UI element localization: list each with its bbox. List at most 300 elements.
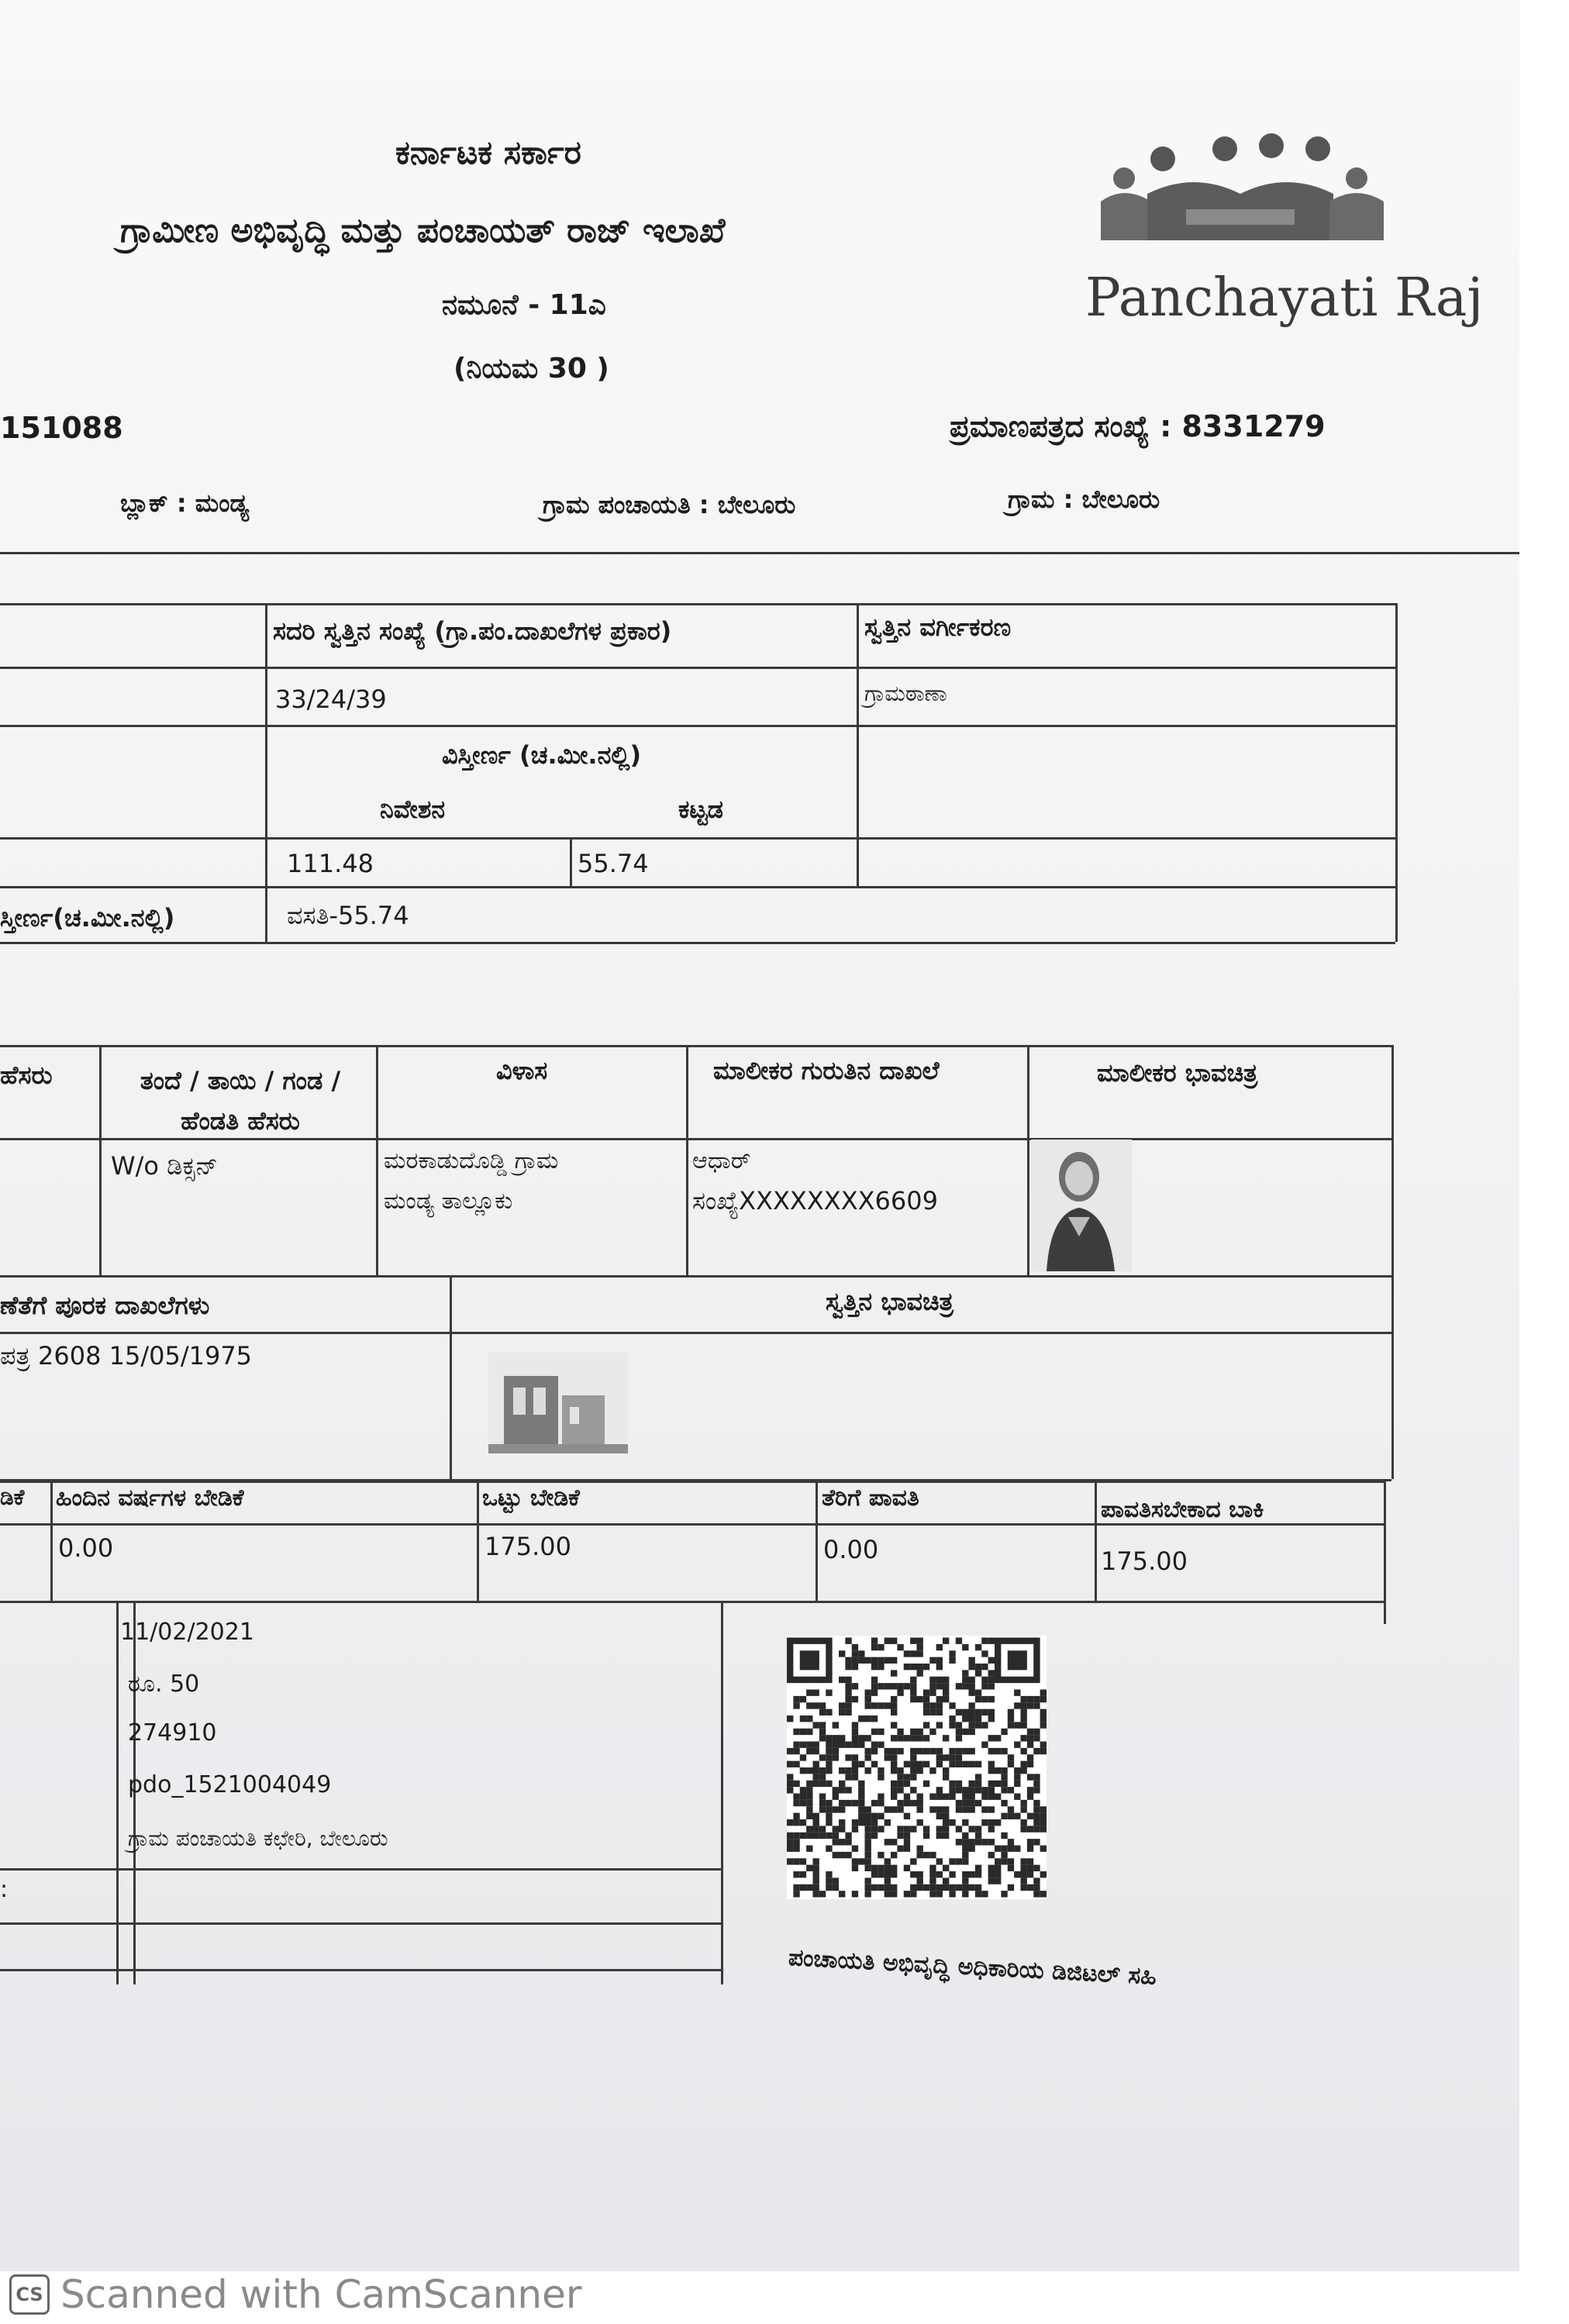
row-line <box>0 837 1395 840</box>
qr-module <box>975 1839 981 1845</box>
qr-module <box>981 1638 988 1644</box>
qr-module <box>1001 1748 1007 1754</box>
qr-module <box>936 1833 943 1839</box>
qr-module <box>943 1826 949 1832</box>
qr-module <box>839 1735 845 1741</box>
qr-module <box>878 1865 884 1871</box>
qr-module <box>981 1722 988 1728</box>
qr-module <box>1027 1774 1033 1780</box>
qr-module <box>800 1833 806 1839</box>
qr-module <box>995 1858 1001 1864</box>
qr-module <box>806 1742 812 1748</box>
qr-module <box>858 1819 864 1826</box>
qr-module <box>943 1813 949 1819</box>
qr-module <box>845 1767 851 1774</box>
qr-module <box>929 1657 936 1664</box>
qr-module <box>839 1800 845 1806</box>
qr-module <box>813 1858 819 1864</box>
qr-module <box>891 1670 897 1676</box>
qr-module <box>885 1657 891 1664</box>
qr-module <box>910 1696 916 1702</box>
qr-module <box>923 1852 929 1858</box>
qr-module <box>897 1767 903 1774</box>
qr-module <box>1027 1865 1033 1871</box>
qr-module <box>852 1650 858 1657</box>
qr-module <box>988 1735 995 1741</box>
qr-module <box>962 1858 968 1864</box>
qr-module <box>819 1709 826 1715</box>
qr-module <box>793 1819 799 1826</box>
qr-module <box>806 1846 812 1852</box>
qr-module <box>1021 1696 1027 1702</box>
qr-module <box>826 1833 832 1839</box>
qr-module <box>819 1702 826 1709</box>
qr-module <box>995 1819 1001 1826</box>
owner-photo-header: ಮಾಲೀಕರ ಭಾವಚಿತ್ರ <box>1097 1058 1258 1088</box>
qr-module <box>793 1794 799 1800</box>
qr-module <box>1008 1846 1014 1852</box>
qr-module <box>929 1865 936 1871</box>
qr-module <box>891 1767 897 1774</box>
qr-module <box>956 1800 962 1806</box>
qr-module <box>891 1865 897 1871</box>
qr-module <box>969 1709 975 1715</box>
qr-module <box>1040 1891 1047 1897</box>
qr-module <box>813 1690 819 1696</box>
qr-module <box>962 1715 968 1722</box>
qr-module <box>897 1644 903 1650</box>
qr-module <box>852 1865 858 1871</box>
qr-module <box>917 1800 923 1806</box>
qr-module <box>956 1781 962 1787</box>
qr-module <box>1033 1877 1040 1884</box>
qr-module <box>949 1650 955 1657</box>
qr-module <box>904 1839 910 1845</box>
qr-module <box>793 1813 799 1819</box>
qr-module <box>975 1709 981 1715</box>
qr-module <box>917 1696 923 1702</box>
qr-module <box>1040 1826 1047 1832</box>
qr-module <box>885 1839 891 1845</box>
qr-module <box>800 1767 806 1774</box>
qr-module <box>1014 1813 1020 1819</box>
qr-module <box>897 1774 903 1780</box>
issuing-office: ಗ್ರಾಮ ಪಂಚಾಯತಿ ಕಛೇರಿ, ಬೇಲೂರು <box>128 1826 388 1851</box>
qr-module <box>787 1748 793 1754</box>
qr-module <box>981 1839 988 1845</box>
qr-module <box>988 1806 995 1812</box>
qr-module <box>833 1742 839 1748</box>
qr-module <box>845 1709 851 1715</box>
qr-module <box>852 1664 858 1670</box>
qr-module <box>956 1806 962 1812</box>
qr-module <box>969 1839 975 1845</box>
qr-module <box>910 1871 916 1877</box>
qr-module <box>969 1806 975 1812</box>
qr-module <box>793 1858 799 1864</box>
qr-module <box>988 1877 995 1884</box>
qr-module <box>865 1813 871 1819</box>
col-line <box>376 1045 378 1275</box>
qr-module <box>981 1742 988 1748</box>
qr-module <box>865 1858 871 1864</box>
qr-module <box>865 1702 871 1709</box>
qr-module <box>923 1690 929 1696</box>
qr-module <box>949 1761 955 1767</box>
col-line <box>1391 1275 1394 1479</box>
qr-module <box>988 1839 995 1845</box>
qr-module <box>813 1884 819 1891</box>
qr-module <box>943 1683 949 1689</box>
qr-module <box>891 1748 897 1754</box>
qr-module <box>1040 1871 1047 1877</box>
qr-module <box>813 1774 819 1780</box>
qr-module <box>871 1644 878 1650</box>
address-line-1: ಮರಕಾಡುದೊಡ್ಡಿ ಗ್ರಾಮ <box>384 1147 559 1174</box>
qr-module <box>826 1819 832 1826</box>
qr-module <box>865 1852 871 1858</box>
page-margin <box>1519 0 1569 2271</box>
qr-module <box>910 1884 916 1891</box>
qr-module <box>956 1826 962 1832</box>
qr-module <box>1021 1826 1027 1832</box>
qr-module <box>1027 1735 1033 1741</box>
gram-panchayat-name: ಗ್ರಾಮ ಪಂಚಾಯತಿ : ಬೇಲೂರು <box>543 490 796 519</box>
qr-module <box>988 1696 995 1702</box>
qr-module <box>865 1819 871 1826</box>
qr-module <box>975 1715 981 1722</box>
qr-module <box>852 1735 858 1741</box>
qr-module <box>891 1891 897 1897</box>
qr-module <box>813 1748 819 1754</box>
qr-module <box>936 1884 943 1891</box>
qr-module <box>936 1794 943 1800</box>
qr-module <box>839 1702 845 1709</box>
qr-finder <box>1008 1650 1027 1670</box>
qr-module <box>1008 1806 1014 1812</box>
qr-module <box>923 1781 929 1787</box>
qr-module <box>865 1826 871 1832</box>
qr-module <box>936 1754 943 1760</box>
qr-module <box>858 1787 864 1793</box>
qr-module <box>1021 1884 1027 1891</box>
qr-module <box>1033 1884 1040 1891</box>
block-name: ಬ್ಲಾಕ್ : ಮಂಡ್ಯ <box>120 488 250 518</box>
qr-module <box>878 1794 884 1800</box>
qr-module <box>1027 1794 1033 1800</box>
qr-module <box>956 1754 962 1760</box>
qr-module <box>904 1800 910 1806</box>
qr-module <box>910 1774 916 1780</box>
qr-module <box>943 1865 949 1871</box>
qr-module <box>793 1891 799 1897</box>
qr-module <box>1021 1702 1027 1709</box>
qr-module <box>858 1715 864 1722</box>
qr-module <box>949 1781 955 1787</box>
qr-module <box>897 1833 903 1839</box>
qr-module <box>891 1657 897 1664</box>
qr-module <box>813 1871 819 1877</box>
camscanner-text: Scanned with CamScanner <box>60 2272 582 2317</box>
qr-module <box>845 1638 851 1644</box>
qr-module <box>897 1826 903 1832</box>
qr-module <box>833 1748 839 1754</box>
qr-module <box>1033 1865 1040 1871</box>
total-demand-header: ಒಟ್ಟು ಬೇಡಿಕೆ <box>482 1484 580 1512</box>
qr-module <box>891 1709 897 1715</box>
qr-module <box>1001 1729 1007 1735</box>
qr-module <box>1021 1735 1027 1741</box>
qr-module <box>845 1742 851 1748</box>
qr-module <box>1040 1715 1047 1722</box>
qr-module <box>833 1722 839 1728</box>
qr-module <box>936 1683 943 1689</box>
qr-module <box>949 1702 955 1709</box>
col-line <box>477 1481 479 1601</box>
issue-date: 11/02/2021 <box>120 1619 254 1646</box>
qr-module <box>878 1729 884 1735</box>
qr-module <box>833 1852 839 1858</box>
qr-module <box>904 1865 910 1871</box>
qr-module <box>845 1774 851 1780</box>
qr-module <box>891 1884 897 1891</box>
qr-module <box>1008 1761 1014 1767</box>
qr-module <box>962 1748 968 1754</box>
qr-module <box>800 1729 806 1735</box>
qr-module <box>962 1800 968 1806</box>
qr-module <box>891 1761 897 1767</box>
qr-module <box>981 1696 988 1702</box>
qr-module <box>910 1800 916 1806</box>
qr-module <box>833 1884 839 1891</box>
qr-module <box>975 1865 981 1871</box>
qr-module <box>852 1846 858 1852</box>
qr-module <box>904 1761 910 1767</box>
col-line <box>50 1481 53 1601</box>
qr-module <box>897 1690 903 1696</box>
village-name: ಗ್ರಾಮ : ಬೇಲೂರು <box>1008 484 1160 514</box>
qr-module <box>852 1754 858 1760</box>
qr-module <box>833 1877 839 1884</box>
qr-module <box>956 1683 962 1689</box>
qr-module <box>904 1683 910 1689</box>
qr-module <box>1021 1877 1027 1884</box>
qr-module <box>975 1722 981 1728</box>
qr-module <box>819 1754 826 1760</box>
qr-module <box>904 1650 910 1657</box>
qr-module <box>833 1826 839 1832</box>
previous-demand-header: ಹಿಂದಿನ ವರ್ಷಗಳ ಬೇಡಿಕೆ <box>56 1484 244 1512</box>
qr-module <box>988 1865 995 1871</box>
qr-module <box>1027 1742 1033 1748</box>
qr-module <box>852 1644 858 1650</box>
qr-module <box>1001 1891 1007 1897</box>
qr-module <box>1021 1709 1027 1715</box>
qr-module <box>975 1690 981 1696</box>
qr-module <box>949 1819 955 1826</box>
qr-module <box>962 1884 968 1891</box>
qr-module <box>858 1735 864 1741</box>
qr-module <box>949 1858 955 1864</box>
qr-module <box>1040 1806 1047 1812</box>
qr-module <box>871 1819 878 1826</box>
qr-module <box>962 1670 968 1676</box>
qr-module <box>852 1826 858 1832</box>
qr-module <box>975 1833 981 1839</box>
qr-module <box>800 1787 806 1793</box>
qr-module <box>956 1884 962 1891</box>
qr-module <box>813 1813 819 1819</box>
qr-module <box>956 1638 962 1644</box>
qr-module <box>865 1715 871 1722</box>
qr-module <box>1014 1846 1020 1852</box>
row-line <box>0 1969 721 1971</box>
qr-module <box>969 1748 975 1754</box>
qr-module <box>929 1748 936 1754</box>
qr-module <box>819 1735 826 1741</box>
qr-module <box>839 1709 845 1715</box>
qr-module <box>929 1702 936 1709</box>
row-line <box>0 1523 1384 1526</box>
qr-module <box>826 1871 832 1877</box>
qr-module <box>910 1787 916 1793</box>
qr-module <box>813 1702 819 1709</box>
qr-module <box>917 1729 923 1735</box>
qr-module <box>1001 1774 1007 1780</box>
owner-photo <box>1031 1140 1132 1271</box>
tax-paid-header: ತೆರಿಗೆ ಪಾವತಿ <box>822 1484 919 1512</box>
qr-module <box>871 1884 878 1891</box>
qr-module <box>943 1877 949 1884</box>
qr-module <box>826 1754 832 1760</box>
qr-module <box>878 1826 884 1832</box>
qr-module <box>923 1833 929 1839</box>
qr-module <box>871 1742 878 1748</box>
qr-module <box>904 1846 910 1852</box>
qr-module <box>969 1781 975 1787</box>
qr-module <box>943 1638 949 1644</box>
qr-module <box>865 1748 871 1754</box>
qr-module <box>949 1722 955 1728</box>
qr-module <box>852 1767 858 1774</box>
qr-module <box>897 1729 903 1735</box>
qr-module <box>995 1865 1001 1871</box>
qr-module <box>936 1664 943 1670</box>
qr-module <box>936 1677 943 1683</box>
qr-module <box>858 1781 864 1787</box>
qr-module <box>1027 1696 1033 1702</box>
qr-module <box>865 1839 871 1845</box>
qr-module <box>793 1748 799 1754</box>
qr-module <box>839 1787 845 1793</box>
qr-module <box>936 1813 943 1819</box>
qr-code <box>787 1636 1047 1899</box>
qr-module <box>878 1767 884 1774</box>
qr-module <box>1033 1696 1040 1702</box>
qr-module <box>806 1794 812 1800</box>
qr-module <box>949 1884 955 1891</box>
qr-module <box>969 1794 975 1800</box>
qr-module <box>885 1884 891 1891</box>
qr-module <box>1027 1702 1033 1709</box>
qr-module <box>787 1833 793 1839</box>
qr-module <box>1033 1806 1040 1812</box>
row-line <box>0 1481 1384 1483</box>
col-line <box>1391 1045 1394 1275</box>
qr-module <box>878 1664 884 1670</box>
qr-module <box>995 1794 1001 1800</box>
qr-module <box>923 1702 929 1709</box>
qr-module <box>813 1742 819 1748</box>
qr-module <box>910 1748 916 1754</box>
qr-module <box>988 1767 995 1774</box>
qr-module <box>787 1761 793 1767</box>
qr-module <box>845 1690 851 1696</box>
qr-module <box>917 1852 923 1858</box>
balance-value: 175.00 <box>1101 1546 1188 1576</box>
qr-module <box>917 1877 923 1884</box>
qr-module <box>917 1638 923 1644</box>
qr-module <box>975 1826 981 1832</box>
qr-module <box>878 1800 884 1806</box>
qr-module <box>793 1696 799 1702</box>
qr-module <box>975 1871 981 1877</box>
qr-module <box>852 1657 858 1664</box>
qr-module <box>1014 1774 1020 1780</box>
qr-module <box>904 1774 910 1780</box>
qr-module <box>1014 1794 1020 1800</box>
qr-module <box>969 1761 975 1767</box>
qr-module <box>871 1761 878 1767</box>
qr-module <box>917 1767 923 1774</box>
qr-module <box>910 1858 916 1864</box>
qr-module <box>1014 1742 1020 1748</box>
qr-module <box>845 1754 851 1760</box>
qr-module <box>936 1787 943 1793</box>
qr-module <box>1040 1748 1047 1754</box>
qr-module <box>819 1826 826 1832</box>
qr-module <box>1001 1787 1007 1793</box>
qr-module <box>923 1722 929 1728</box>
qr-module <box>871 1683 878 1689</box>
qr-module <box>910 1650 916 1657</box>
col-line <box>99 1045 102 1275</box>
qr-module <box>800 1715 806 1722</box>
qr-module <box>865 1891 871 1897</box>
qr-module <box>806 1767 812 1774</box>
qr-module <box>891 1806 897 1812</box>
area-header: ವಿಸ್ತೀರ್ಣ (ಚ.ಮೀ.ನಲ್ಲಿ) <box>442 740 642 770</box>
qr-module <box>878 1774 884 1780</box>
qr-module <box>969 1826 975 1832</box>
qr-module <box>1021 1748 1027 1754</box>
qr-module <box>936 1871 943 1877</box>
qr-module <box>995 1735 1001 1741</box>
qr-module <box>988 1709 995 1715</box>
qr-module <box>943 1819 949 1826</box>
issue-fee: ರೂ. 50 <box>128 1671 200 1698</box>
qr-module <box>956 1709 962 1715</box>
qr-module <box>1040 1742 1047 1748</box>
qr-module <box>929 1709 936 1715</box>
qr-module <box>871 1690 878 1696</box>
qr-module <box>949 1891 955 1897</box>
qr-module <box>917 1819 923 1826</box>
qr-module <box>962 1891 968 1897</box>
qr-module <box>936 1826 943 1832</box>
qr-module <box>910 1891 916 1897</box>
qr-module <box>1021 1858 1027 1864</box>
